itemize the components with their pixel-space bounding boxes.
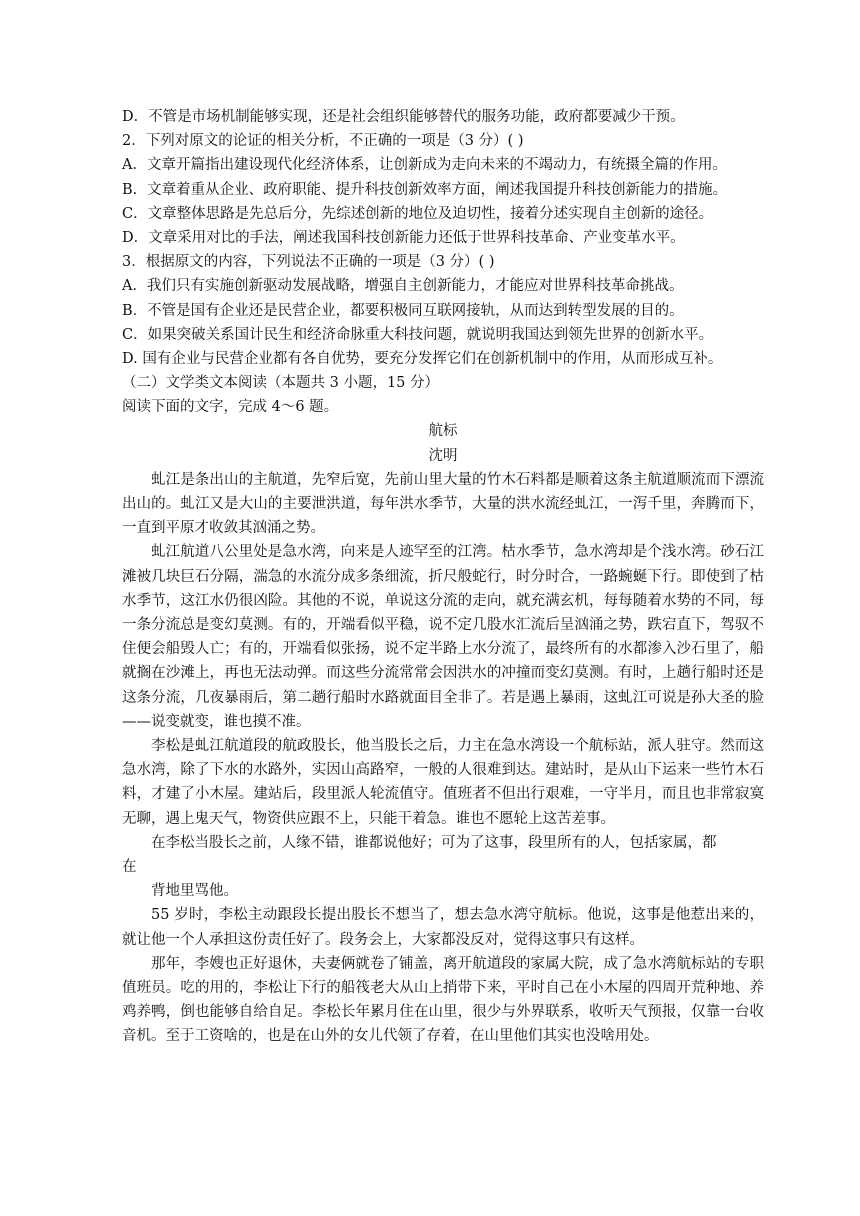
- q3-option-d: D. 国有企业与民营企业都有各自优势，要充分发挥它们在创新机制中的作用，从而形成互补。: [122, 350, 723, 367]
- story-paragraph: 虬江是条出山的主航道，先窄后宽，先前山里大量的竹木石料都是顺着这条主航道顺流而下漂流出山的。虬江又是大山的主要泄洪道，每年洪水季节，大量的洪水流经虬江，一泻千里，奔腾而下，一直到平原才收敛其汹涌之势。: [122, 471, 764, 537]
- story-paragraph: 虬江航道八公里处是急水湾，向来是人迹罕至的江湾。枯水季节，急水湾却是个浅水湾。砂石江滩被几块巨石分隔，湍急的水流分成多条细流，折尺般蛇行，时分时合，一路蜿蜒下行。即使到了枯水季节，这江水仍很凶险。其他的不说，单说这分流的走向，就充满玄机，每每随着水势的不同，每一条分流总是变幻莫测。有的，开端看似平稳，说不定几股水汇流后呈汹涌之势，跌宕直下，驾驭不住便会船毁人亡；有的，开端看似张扬，说不定半路上水分流了，最终所有的水都渗入沙石里了，船就搁在沙滩上，再也无法动弹。而这些分流常常会因洪水的冲撞而变幻莫测。有时，上趟行船时还是这条分流，几夜暴雨后，第二趟行船时水路就面目全非了。若是遇上暴雨，这虬江可说是孙大圣的脸——说变就变，谁也摸不准。: [122, 544, 764, 730]
- q1-option-d: D．不管是市场机制能够实现，还是社会组织能够替代的服务功能，政府都要减少干预。: [122, 109, 685, 125]
- q2-option-c: C．文章整体思路是先总后分，先综述创新的地位及迫切性，接着分述实现自主创新的途径。: [122, 205, 714, 222]
- q3-option-a: A．我们只有实施创新驱动发展战略，增强自主创新能力，才能应对世界科技革命挑战。: [122, 278, 684, 295]
- story-paragraph-fragment: 在: [122, 859, 137, 876]
- story-author: 沈明: [428, 447, 458, 464]
- story-paragraph: 那年，李嫂也正好退休，夫妻俩就卷了铺盖，离开航道段的家属大院，成了急水湾航标站的专职值班员。吃的用的，李松让下行的船筏老大从山上捎带下来，平时自己在小木屋的四周开荒种地、养鸡养鸭，倒也能够自给自足。李松长年累月住在山里，很少与外界联系，收听天气预报，仅靠一台收音机。至于工资啥的，也是在山外的女儿代领了存着，在山里他们其实也没啥用处。: [122, 955, 764, 1045]
- q2-option-a: A．文章开篇指出建设现代化经济体系，让创新成为走向未来的不竭动力，有统摄全篇的作用。: [122, 157, 727, 174]
- story-paragraph: 在李松当股长之前，人缘不错，谁都说他好；可为了这事，段里所有的人，包括家属，都: [151, 834, 717, 851]
- section-instruction: 阅读下面的文字，完成 4～6 题。: [122, 399, 339, 416]
- q2-stem: 2．下列对原文的论证的相关分析，不正确的一项是（3 分）( ): [122, 133, 524, 150]
- story-title: 航标: [428, 423, 458, 440]
- document-body: [122, 105, 764, 1049]
- q3-stem: 3．根据原文的内容，下列说法不正确的一项是（3 分）( ): [122, 254, 495, 271]
- q3-option-b: B．不管是国有企业还是民营企业，都要积极同互联网接轨，从而达到转型发展的目的。: [122, 302, 684, 319]
- story-paragraph: 55 岁时，李松主动跟段长提出股长不想当了，想去急水湾守航标。他说，这事是他惹出来的，就让他一个人承担这份责任好了。段务会上，大家都没反对，觉得这事只有这样。: [122, 907, 764, 948]
- story-paragraph: 李松是虬江航道段的航政股长，他当股长之后，力主在急水湾设一个航标站，派人驻守。然而这急水湾，除了下水的水路外，实因山高路窄，一般的人很难到达。建站时，是从山下运来一些竹木石料，才建了小木屋。建站后，段里派人轮流值守。值班者不但出行艰难，一守半月，而且也非常寂寞无聊，遇上鬼天气，物资供应跟不上，只能干着急。谁也不愿轮上这苦差事。: [122, 738, 764, 827]
- story-paragraph-fragment: 背地里骂他。: [151, 883, 238, 900]
- q2-option-b: B．文章着重从企业、政府职能、提升科技创新效率方面，阐述我国提升科技创新能力的措施。: [122, 181, 728, 198]
- q3-option-c: C．如果突破关系国计民生和经济命脉重大科技问题，就说明我国达到领先世界的创新水平。: [122, 326, 714, 343]
- section-heading: （二）文学类文本阅读（本题共 3 小题，15 分）: [122, 375, 440, 392]
- q2-option-d: D．文章采用对比的手法，阐述我国科技创新能力还低于世界科技革命、产业变革水平。: [122, 229, 685, 246]
